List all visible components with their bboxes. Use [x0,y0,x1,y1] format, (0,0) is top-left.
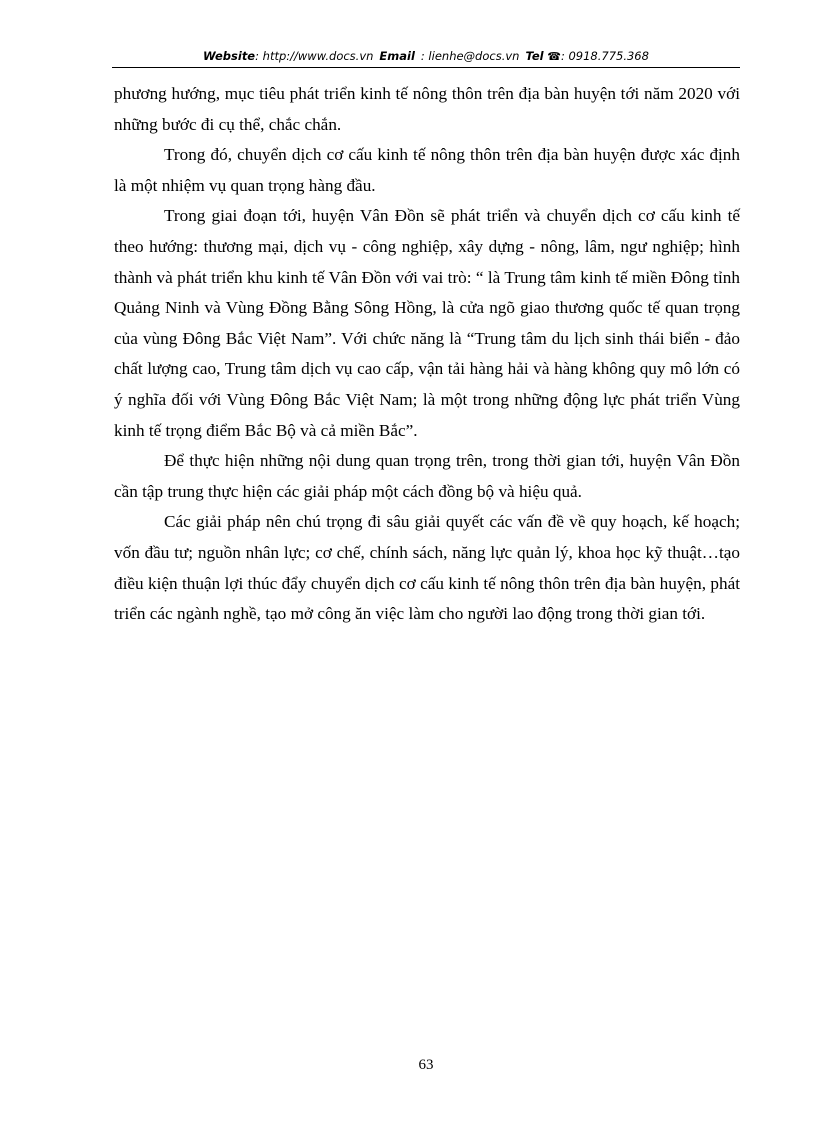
tel-value: : 0918.775.368 [560,49,649,63]
email-value: : lienhe@docs.vn [420,49,520,63]
email-label: Email [379,49,415,63]
document-body [114,79,740,630]
website-label: Website [203,49,256,63]
tel-label: Tel [525,49,544,63]
page-header [112,47,740,68]
paragraph: Trong giai đoạn tới, huyện Vân Đồn sẽ phát triển và chuyển dịch cơ cấu kinh tế theo hướng: thương mại, dịch vụ - công nghiệp, xây dựng - nông, lâm, ngư nghiệp; hình thành và phát triển khu kinh tế Vân Đồn với vai trò: “ là Trung tâm kinh tế miền Đông tỉnh Quảng Ninh và Vùng Đồng Bằng Sông Hồng, là cửa ngõ giao thương quốc tế quan trọng của vùng Đông Bắc Việt Nam”. Với chức năng là “Trung tâm du lịch sinh thái biển - đảo chất lượng cao, Trung tâm dịch vụ cao cấp, vận tải hàng hải và hàng không quy mô lớn có ý nghĩa đối với Vùng Đông Bắc Việt Nam; là một trong những động lực phát triển Vùng kinh tế trọng điểm Bắc Bộ và cả miền Bắc”. [114,206,740,440]
paragraph: Trong đó, chuyển dịch cơ cấu kinh tế nông thôn trên địa bàn huyện được xác định là một nhiệm vụ quan trọng hàng đầu. [114,145,740,195]
page-number: 63 [418,1057,434,1073]
telephone-icon: ☎ [547,50,561,63]
paragraph: Các giải pháp nên chú trọng đi sâu giải quyết các vấn đề về quy hoạch, kế hoạch; vốn đầu tư; nguồn nhân lực; cơ chế, chính sách, năng lực quản lý, khoa học kỹ thuật…tạo điều kiện thuận lợi thúc đẩy chuyển dịch cơ cấu kinh tế nông thôn trên địa bàn huyện, phát triển các ngành nghề, tạo mở công ăn việc làm cho người lao động trong thời gian tới. [114,512,740,624]
website-value: : http://www.docs.vn [255,49,374,63]
paragraph-continuation: phương hướng, mục tiêu phát triển kinh tế nông thôn trên địa bàn huyện tới năm 2020 với những bước đi cụ thể, chắc chắn. [114,84,740,134]
paragraph: Để thực hiện những nội dung quan trọng trên, trong thời gian tới, huyện Vân Đồn cần tập trung thực hiện các giải pháp một cách đồng bộ và hiệu quả. [114,451,740,501]
